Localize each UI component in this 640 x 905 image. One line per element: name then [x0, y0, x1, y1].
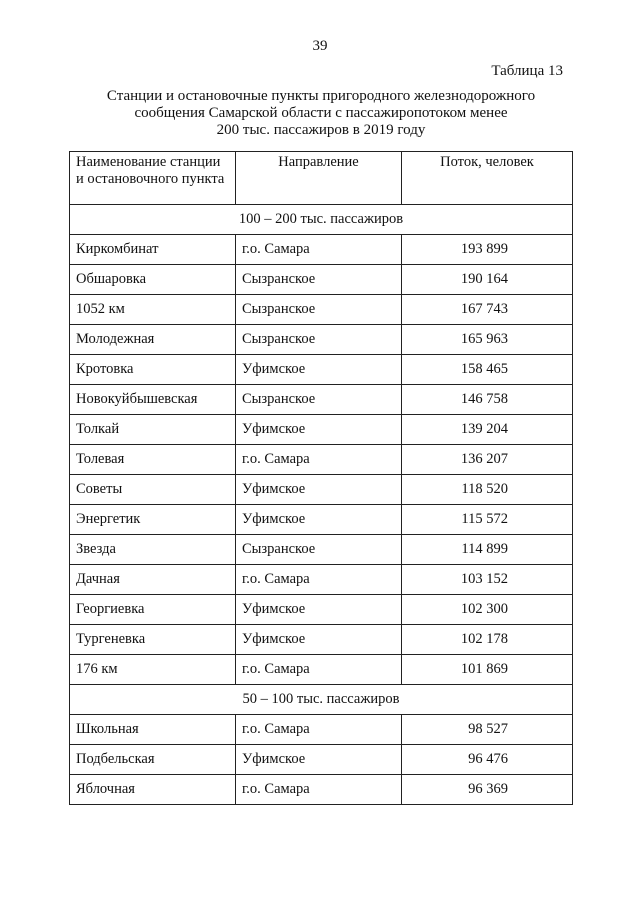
table-row: [70, 355, 573, 385]
station-cell: Обшаровка: [70, 265, 236, 295]
header-station-line: и остановочного пункта: [76, 171, 225, 187]
station-cell: Киркомбинат: [70, 235, 236, 265]
table-row: [70, 565, 573, 595]
caption-line: сообщения Самарской области с пассажиропотоком менее: [134, 105, 508, 121]
flow-cell: 102 300: [402, 595, 573, 625]
station-cell: Яблочная: [70, 775, 236, 805]
group-row: [70, 205, 573, 235]
table-row: [70, 415, 573, 445]
direction-cell: Уфимское: [236, 355, 402, 385]
station-cell: 176 км: [70, 655, 236, 685]
direction-cell: г.о. Самара: [236, 235, 402, 265]
flow-cell: 98 527: [402, 715, 573, 745]
direction-cell: г.о. Самара: [236, 655, 402, 685]
direction-cell: Уфимское: [236, 745, 402, 775]
station-cell: Школьная: [70, 715, 236, 745]
station-cell: Подбельская: [70, 745, 236, 775]
direction-cell: Уфимское: [236, 505, 402, 535]
flow-cell: 167 743: [402, 295, 573, 325]
flow-cell: 103 152: [402, 565, 573, 595]
direction-cell: Уфимское: [236, 415, 402, 445]
station-cell: Энергетик: [70, 505, 236, 535]
station-cell: Кротовка: [70, 355, 236, 385]
table-row: [70, 475, 573, 505]
table-row: [70, 325, 573, 355]
flow-cell: 136 207: [402, 445, 573, 475]
direction-cell: Уфимское: [236, 475, 402, 505]
table-label: Таблица 13: [491, 63, 563, 79]
flow-cell: 102 178: [402, 625, 573, 655]
table-row: [70, 625, 573, 655]
caption-line: Станции и остановочные пункты пригородного железнодорожного: [106, 88, 536, 104]
stations-table: [69, 151, 573, 805]
caption-line: 200 тыс. пассажиров в 2019 году: [216, 122, 426, 138]
direction-cell: Сызранское: [236, 295, 402, 325]
station-cell: Советы: [70, 475, 236, 505]
table-row: [70, 745, 573, 775]
flow-cell: 146 758: [402, 385, 573, 415]
direction-cell: Сызранское: [236, 265, 402, 295]
direction-cell: Сызранское: [236, 385, 402, 415]
flow-cell: 101 869: [402, 655, 573, 685]
flow-cell: 158 465: [402, 355, 573, 385]
group-row: [70, 685, 573, 715]
table-row: [70, 505, 573, 535]
flow-cell: 118 520: [402, 475, 573, 505]
flow-cell: 114 899: [402, 535, 573, 565]
station-cell: Толкай: [70, 415, 236, 445]
station-cell: Тургеневка: [70, 625, 236, 655]
table-row: [70, 445, 573, 475]
station-cell: Георгиевка: [70, 595, 236, 625]
header-station: [70, 152, 236, 205]
direction-cell: г.о. Самара: [236, 775, 402, 805]
flow-cell: 139 204: [402, 415, 573, 445]
flow-cell: 115 572: [402, 505, 573, 535]
table-row: [70, 535, 573, 565]
station-cell: 1052 км: [70, 295, 236, 325]
table-row: [70, 295, 573, 325]
table-row: [70, 235, 573, 265]
group-title: 50 – 100 тыс. пассажиров: [70, 685, 573, 715]
station-cell: Дачная: [70, 565, 236, 595]
direction-cell: г.о. Самара: [236, 445, 402, 475]
direction-cell: Уфимское: [236, 625, 402, 655]
direction-cell: Сызранское: [236, 535, 402, 565]
station-cell: Новокуйбышевская: [70, 385, 236, 415]
direction-cell: г.о. Самара: [236, 565, 402, 595]
station-cell: Звезда: [70, 535, 236, 565]
header-station-line: Наименование станции: [76, 154, 221, 170]
table-row: [70, 595, 573, 625]
page-number: 39: [312, 38, 328, 54]
direction-cell: Сызранское: [236, 325, 402, 355]
table-header-row: [70, 152, 573, 205]
table-row: [70, 775, 573, 805]
table-row: [70, 265, 573, 295]
table-caption: [70, 88, 572, 139]
header-flow: Поток, человек: [402, 152, 573, 205]
group-title: 100 – 200 тыс. пассажиров: [70, 205, 573, 235]
flow-cell: 96 369: [402, 775, 573, 805]
table-row: [70, 385, 573, 415]
table-body: [70, 205, 573, 805]
flow-cell: 193 899: [402, 235, 573, 265]
table-row: [70, 715, 573, 745]
station-cell: Толевая: [70, 445, 236, 475]
flow-cell: 190 164: [402, 265, 573, 295]
header-direction: Направление: [236, 152, 402, 205]
direction-cell: Уфимское: [236, 595, 402, 625]
direction-cell: г.о. Самара: [236, 715, 402, 745]
station-cell: Молодежная: [70, 325, 236, 355]
flow-cell: 96 476: [402, 745, 573, 775]
flow-cell: 165 963: [402, 325, 573, 355]
table-row: [70, 655, 573, 685]
